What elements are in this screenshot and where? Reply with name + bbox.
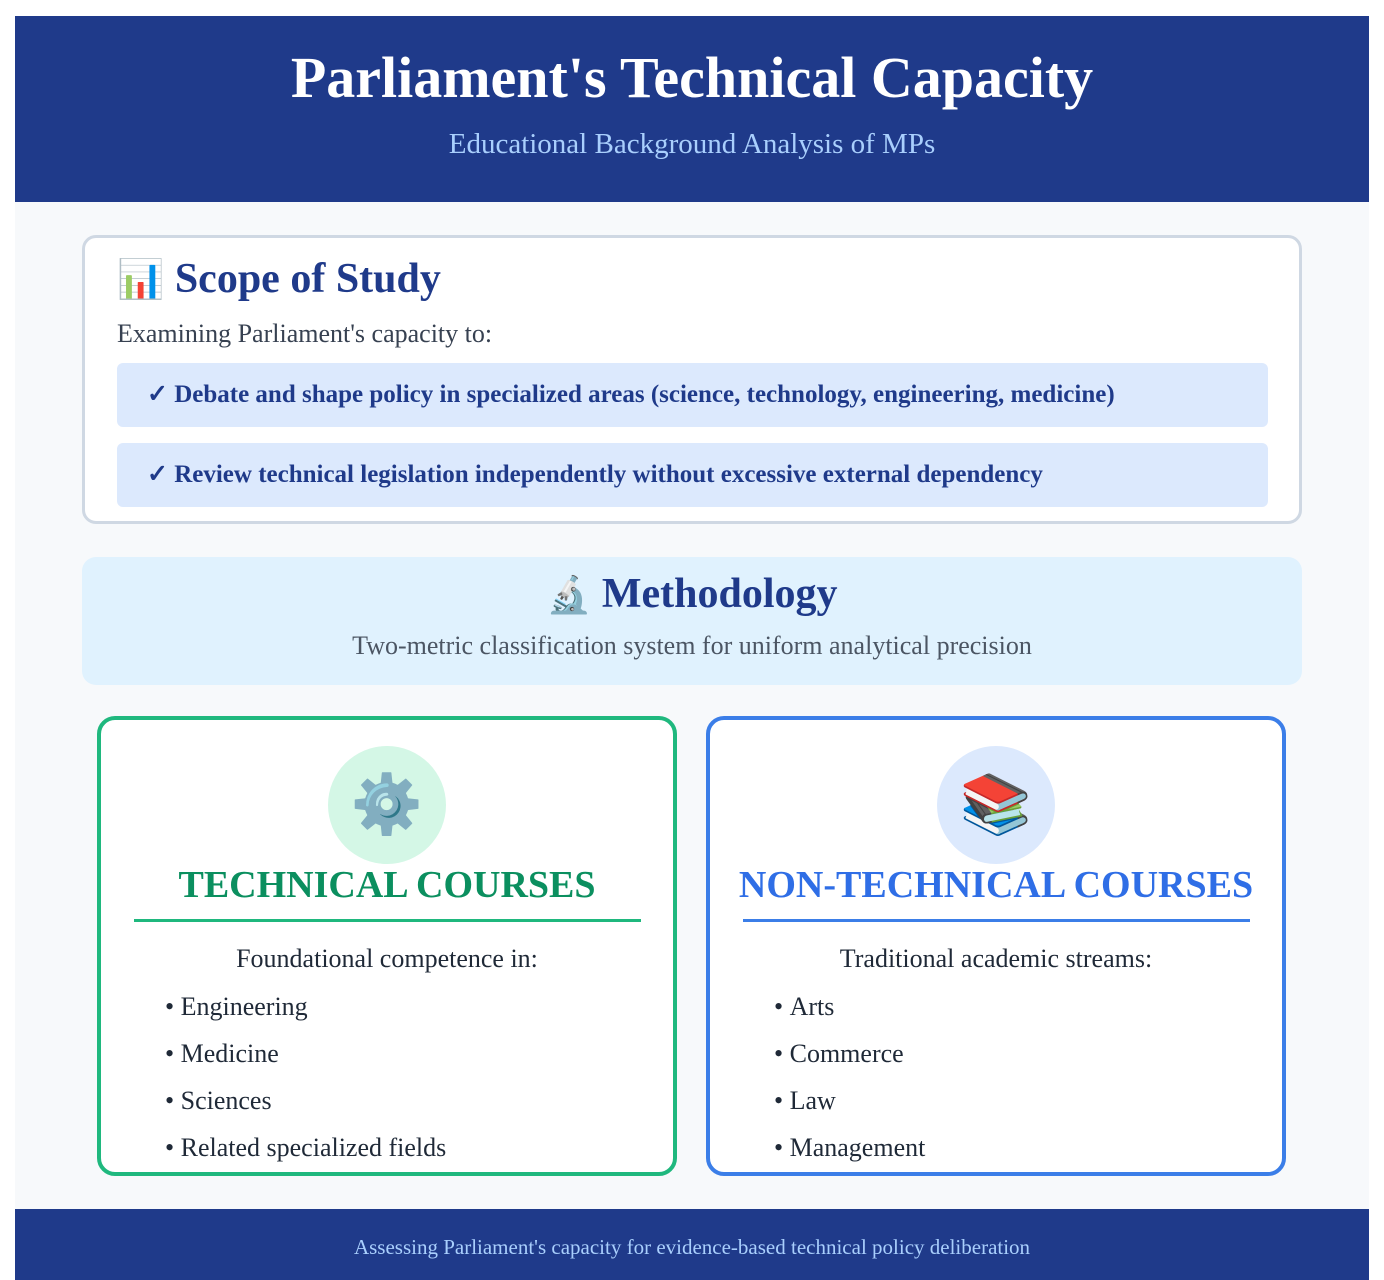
non-technical-courses-card <box>706 716 1286 1176</box>
methodology-heading-text: Methodology <box>601 571 838 617</box>
scope-heading <box>117 254 441 305</box>
list-item: • Arts <box>774 990 925 1037</box>
technical-courses-card <box>97 716 677 1176</box>
bar-chart-icon: 📊 <box>117 259 165 301</box>
page-subtitle: Educational Background Analysis of MPs <box>448 128 936 160</box>
scope-item: ✓ Review technical legislation independently without excessive external dependency <box>117 443 1268 507</box>
non-technical-intro: Traditional academic streams: <box>839 944 1153 973</box>
technical-courses-title: TECHNICAL COURSES <box>178 864 596 906</box>
methodology-heading <box>82 569 1302 620</box>
technical-intro: Foundational competence in: <box>236 944 538 973</box>
footer-text: Assessing Parliament's capacity for evidence-based technical policy deliberation <box>353 1235 1031 1259</box>
list-item: • Sciences <box>165 1084 446 1131</box>
list-item: • Law <box>774 1084 925 1131</box>
scope-item: ✓ Debate and shape policy in specialized areas (science, technology, engineering, medicine) <box>117 363 1268 427</box>
list-item: • Commerce <box>774 1037 925 1084</box>
methodology-description: Two-metric classification system for uniform analytical precision <box>352 631 1032 660</box>
list-item: • Engineering <box>165 990 446 1037</box>
scope-intro: Examining Parliament's capacity to: <box>117 319 493 348</box>
footer-banner <box>15 1209 1369 1280</box>
list-item: • Related specialized fields <box>165 1131 446 1178</box>
microscope-icon: 🔬 <box>546 575 592 615</box>
methodology-panel <box>82 557 1302 685</box>
non-technical-courses-title: NON-TECHNICAL COURSES <box>738 864 1254 906</box>
scope-heading-text: Scope of Study <box>174 256 441 302</box>
header-banner <box>15 16 1369 202</box>
list-item: • Medicine <box>165 1037 446 1084</box>
non-technical-course-list <box>774 990 925 1178</box>
books-icon: 📚 <box>937 746 1055 864</box>
scope-of-study-panel <box>82 235 1302 524</box>
technical-course-list <box>165 990 446 1178</box>
page-title: Parliament's Technical Capacity <box>290 45 1094 110</box>
technical-divider <box>134 919 641 922</box>
page <box>15 16 1369 1280</box>
gear-icon: ⚙️ <box>328 746 446 864</box>
non-technical-divider <box>743 919 1250 922</box>
list-item: • Management <box>774 1131 925 1178</box>
